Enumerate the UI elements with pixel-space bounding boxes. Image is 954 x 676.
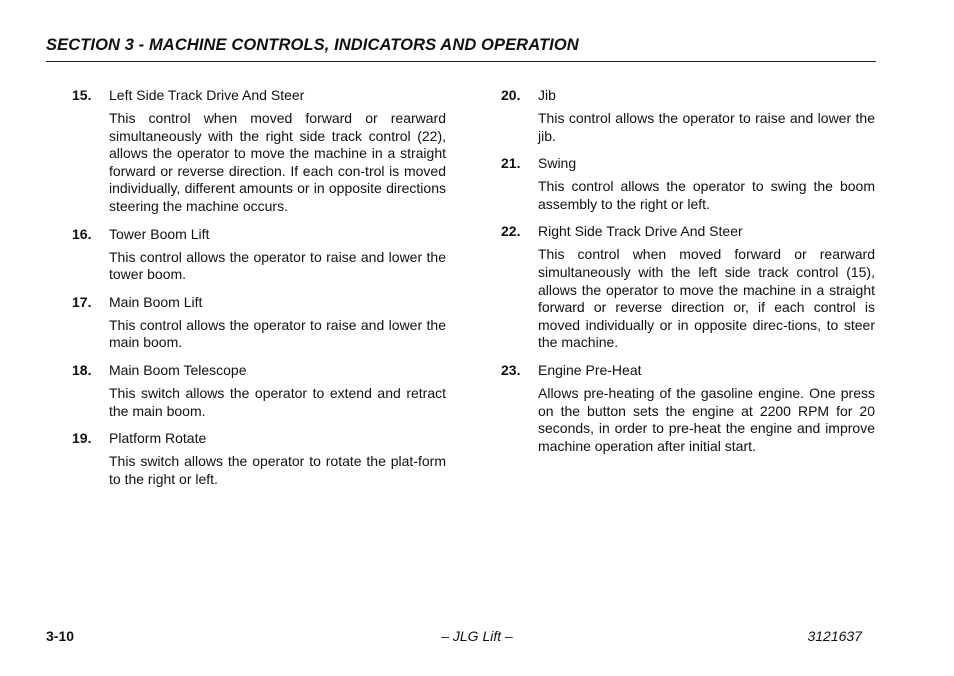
entry-description: This control when moved forward or rearward simultaneously with the left side track control (15), allows the operator to move the machine in a straight forward or reverse direction or, if each control is moved individually or in opposite direc-tions, to steer the machine. xyxy=(538,246,875,351)
footer-brand: – JLG Lift – xyxy=(441,628,513,644)
entry-title: Platform Rotate xyxy=(109,430,207,447)
entry-description: This control allows the operator to raise and lower the tower boom. xyxy=(109,248,446,283)
entry-description: This control allows the operator to raise and lower the main boom. xyxy=(109,316,446,351)
entry-number: 20. xyxy=(501,87,521,103)
section-title: SECTION 3 - MACHINE CONTROLS, INDICATORS AND OPERATION xyxy=(46,36,579,54)
entry-title: Engine Pre-Heat xyxy=(538,361,642,378)
header-rule xyxy=(46,61,876,62)
entry-description: Allows pre-heating of the gasoline engine. One press on the button sets the engine at 2200 RPM for 20 seconds, in order to pre-heat the engine and improve machine operation after initial start. xyxy=(538,384,875,454)
entry-number: 15. xyxy=(72,87,92,103)
entry-description: This control allows the operator to swing the boom assembly to the right or left. xyxy=(538,178,875,212)
entry-title: Main Boom Lift xyxy=(109,293,203,310)
entry-description: This control allows the operator to raise and lower the jib. xyxy=(538,110,875,144)
control-entry-18 xyxy=(72,362,446,420)
document-number: 3121637 xyxy=(807,628,862,644)
entry-number: 18. xyxy=(72,361,92,378)
control-entry-20 xyxy=(501,87,875,145)
entry-number: 21. xyxy=(501,155,521,172)
page-number: 3-10 xyxy=(46,628,75,644)
entry-number: 22. xyxy=(501,223,521,240)
entry-number: 19. xyxy=(72,430,92,447)
left-column xyxy=(72,87,446,498)
entry-description: This switch allows the operator to extend and retract the main boom. xyxy=(109,384,446,419)
entry-number: 17. xyxy=(72,293,92,310)
control-entry-16 xyxy=(72,226,446,284)
entry-title: Left Side Track Drive And Steer xyxy=(109,87,305,103)
entry-title: Right Side Track Drive And Steer xyxy=(538,223,743,240)
control-entry-23 xyxy=(501,362,875,455)
entry-number: 23. xyxy=(501,361,521,378)
control-entry-15 xyxy=(72,87,446,216)
control-entry-19 xyxy=(72,430,446,488)
right-column xyxy=(501,87,875,465)
entry-title: Jib xyxy=(538,87,556,103)
control-entry-21 xyxy=(501,155,875,213)
control-entry-17 xyxy=(72,294,446,352)
entry-title: Swing xyxy=(538,155,577,172)
entry-description: This switch allows the operator to rotate the plat-form to the right or left. xyxy=(109,453,446,487)
entry-title: Tower Boom Lift xyxy=(109,225,210,242)
entry-number: 16. xyxy=(72,225,92,242)
entry-title: Main Boom Telescope xyxy=(109,361,247,378)
entry-description: This control when moved forward or rearward simultaneously with the right side track control (22), allows the operator to move the machine in a straight forward or reverse direction. If each con-trol is moved individually, different amounts or in opposite directions steering the machine occurs. xyxy=(109,110,446,214)
control-entry-22 xyxy=(501,223,875,352)
